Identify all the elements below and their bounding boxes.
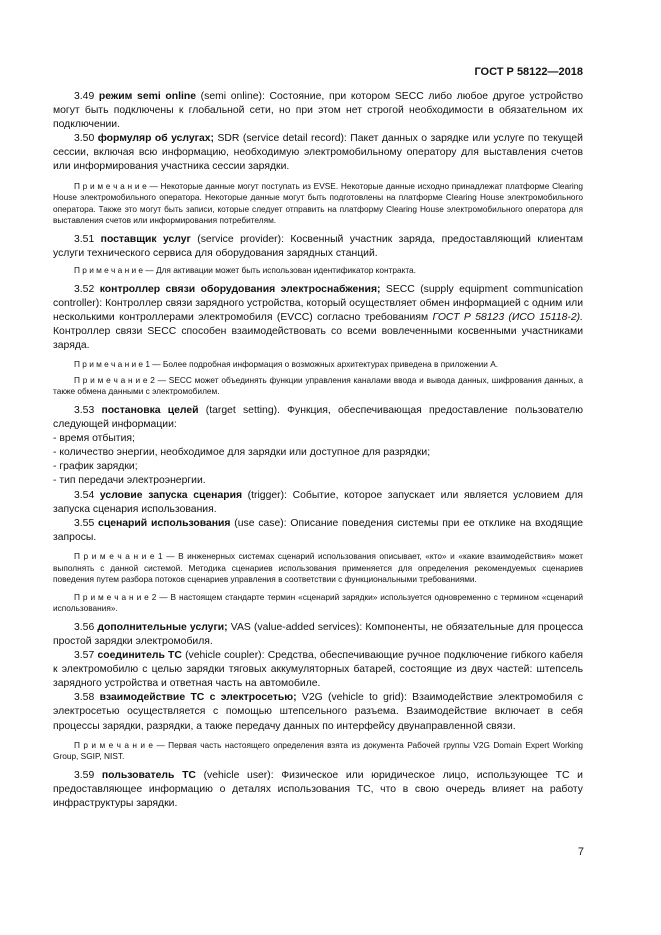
term-number: 3.57 <box>74 650 95 662</box>
term-text: (vehicle user): Физическое или юридическое лицо, использующее ТС и предоставляющее информацию о деталях использования ТС, что в свою очередь влияет на работу инфраструктуры зарядки. <box>53 769 583 809</box>
term-text: (trigger): Событие, которое запускает или является условием для запуска сценария использования. <box>53 489 583 515</box>
term-text: Контроллер связи SECC способен взаимодействовать со всеми вовлеченными косвенными участниками заряда. <box>53 326 583 352</box>
document-body <box>53 90 583 811</box>
term-name: поставщик услуг <box>100 233 191 245</box>
definition-3-58 <box>53 691 583 733</box>
list-item: - количество энергии, необходимое для зарядки или доступное для разрядки; <box>53 447 431 459</box>
page-number: 7 <box>577 846 584 858</box>
note-3-51: П р и м е ч а н и е — Для активации может быть использован идентификатор контракта. <box>74 265 416 276</box>
term-number: 3.52 <box>74 283 95 295</box>
term-text: SDR (service detail record): Пакет данных о зарядке или услуге по текущей сессии, включая всю информацию, необходимую электромобильному оператору для выставления счетов или информирования участника сессии зарядки. <box>53 133 583 173</box>
term-number: 3.56 <box>74 621 95 633</box>
term-name: режим semi online <box>98 91 196 102</box>
term-name: дополнительные услуги; <box>97 621 228 633</box>
term-text: (use case): Описание поведения системы при ее отклике на входящие запросы. <box>53 517 583 543</box>
definition-3-49 <box>53 90 583 132</box>
term-name: постановка целей <box>101 404 199 416</box>
term-text: VAS (value-added services): Компоненты, не обязательные для процесса простой зарядки электромобиля. <box>53 621 583 647</box>
term-number: 3.59 <box>74 769 95 781</box>
term-number: 3.53 <box>74 404 95 416</box>
definition-3-57 <box>53 649 583 691</box>
term-number: 3.54 <box>74 489 95 501</box>
term-number: 3.58 <box>74 692 95 704</box>
term-text: (service provider): Косвенный участник заряда, предоставляющий клиентам услуги технического сервиса для оборудования зарядных станций. <box>53 233 583 260</box>
document-header: ГОСТ Р 58122—2018 <box>474 66 583 78</box>
term-text: (semi online): Состояние, при котором SECC либо любое другое устройство могут быть подключены к глобальной сети, но при этом нет строгой необходимости в обязательном их подключении. <box>53 91 583 131</box>
definition-3-55 <box>53 517 583 545</box>
term-number: 3.51 <box>74 233 95 245</box>
term-text: SECC (supply equipment communication controller): Контроллер связи зарядного устройства, который осуществляет обмен информацией с одним или несколькими контроллерами электромобиля (EVCC) согласно требованиям <box>53 283 583 323</box>
term-name: условие запуска сценария <box>99 489 243 501</box>
note-3-50: П р и м е ч а н и е — Некоторые данные могут поступать из EVSE. Некоторые данные исходно принадлежат платформе Clearing House электромобильного оператора. Некоторые данные могут быть подготовлены на платформе Clearing House электромобильного оператора. Также это могут быть записи, которые следует отправить на платформу Clearing House электромобильного оператора для выставления счетов или информирования потребителям. <box>53 180 583 226</box>
term-text: (vehicle coupler): Средства, обеспечивающие ручное подключение гибкого кабеля к электромобилю с целью зарядки тяговых аккумуляторных батарей, состоящие из двух частей: штепсель зарядного устройства и ответная часть на автомобиле. <box>53 650 583 690</box>
note-3-55-1: П р и м е ч а н и е 1 — В инженерных системах сценарий использования описывает, «кто» и «какие взаимодействия» может выполнять с данной системой. Методика сценариев использования применяется для определения рекомендуемых сценариев поведения путем разбора потоков сценариев управления в соответствии с функциональными требованиями. <box>53 550 583 585</box>
definition-3-53 <box>53 404 583 432</box>
term-name: соединитель ТС <box>97 650 182 662</box>
list-item: - тип передачи электроэнергии. <box>53 475 206 487</box>
term-text: V2G (vehicle to grid): Взаимодействие электромобиля с электросетью осуществляется с помощью штепсельного разъема. Взаимодействие включает в себя процессы зарядки, разрядки, а также передачу данных по интерфейсу двунаправленной связи. <box>53 692 583 732</box>
term-name: сценарий использования <box>98 517 231 529</box>
note-3-58: П р и м е ч а н и е — Первая часть настоящего определения взята из документа Рабочей группы V2G Domain Expert Working Group, SGIP, NIST. <box>53 739 583 762</box>
term-text: (target setting). Функция, обеспечивающая предоставление пользователю следующей информации: <box>53 404 584 431</box>
list-item: - время отбытия; <box>53 433 135 445</box>
term-name: контроллер связи оборудования электроснабжения; <box>99 283 381 295</box>
term-name: взаимодействие ТС с электросетью; <box>99 692 297 704</box>
definition-3-51 <box>53 233 583 261</box>
note-3-52-1: П р и м е ч а н и е 1 — Более подробная информация о возможных архитектурах приведена в приложении А. <box>74 359 499 370</box>
list-item: - график зарядки; <box>53 461 138 473</box>
note-3-52-2: П р и м е ч а н и е 2 — SECC может объединять функции управления каналами ввода и вывода данных, шифрования данных, а также обмена данными с электромобилем. <box>53 374 583 397</box>
definition-3-50 <box>53 132 583 174</box>
standard-reference: ГОСТ Р 58123 (ИСО 15118-2). <box>432 311 583 323</box>
note-3-55-2: П р и м е ч а н и е 2 — В настоящем стандарте термин «сценарий зарядки» используется одновременно с термином «сценарий использования». <box>53 591 583 614</box>
definition-3-59 <box>53 769 583 811</box>
term-number: 3.49 <box>74 91 95 102</box>
definition-3-56 <box>53 621 583 649</box>
term-number: 3.55 <box>74 517 95 529</box>
term-name: пользователь ТС <box>101 769 196 781</box>
definition-3-54 <box>53 489 583 517</box>
definition-3-52 <box>53 283 583 353</box>
term-name: формуляр об услугах; <box>97 133 214 145</box>
term-number: 3.50 <box>74 133 95 145</box>
